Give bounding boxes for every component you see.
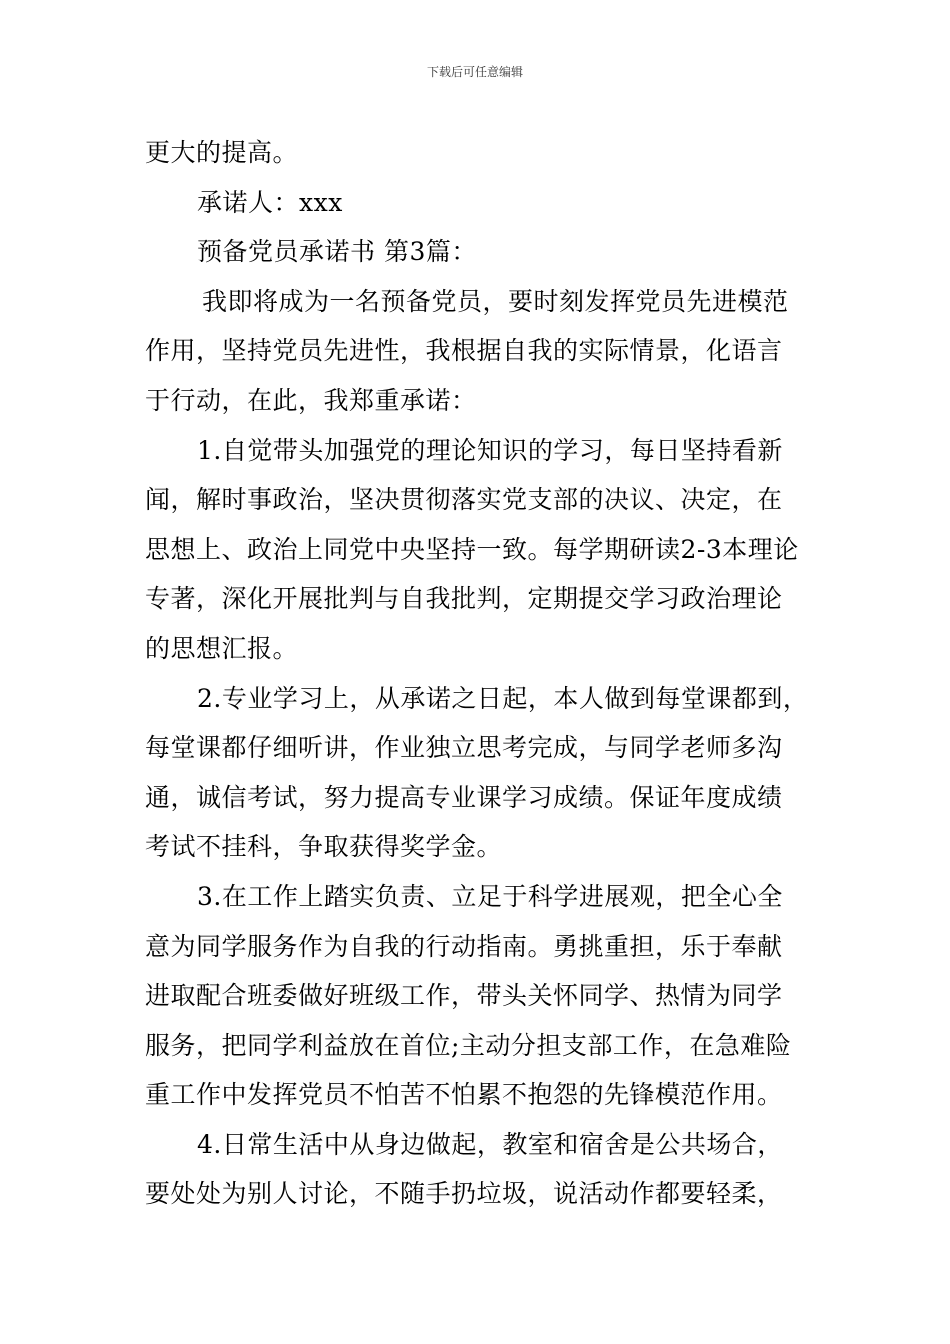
signer-line: 承诺人：xxx [197, 187, 343, 217]
list-item-1-line: 1.自觉带头加强党的理论知识的学习，每日坚持看新 [197, 435, 783, 465]
list-item-3-line: 3.在工作上踏实负责、立足于科学进展观，把全心全 [197, 881, 783, 911]
paragraph-line: 我即将成为一名预备党员，要时刻发挥党员先进模范 [202, 286, 789, 316]
list-item-3-line: 服务，把同学利益放在首位;主动分担支部工作，在急难险 [145, 1030, 792, 1060]
list-item-3-line: 意为同学服务作为自我的行动指南。勇挑重担，乐于奉献 [145, 931, 783, 961]
list-item-2-line: 每堂课都仔细听讲，作业独立思考完成，与同学老师多沟 [145, 733, 783, 763]
list-item-2-line: 考试不挂科，争取获得奖学金。 [145, 832, 503, 862]
list-item-2-line: 通，诚信考试，努力提高专业课学习成绩。保证年度成绩 [145, 782, 783, 812]
list-item-2-line: 2.专业学习上，从承诺之日起，本人做到每堂课都到， [197, 683, 809, 713]
list-item-3-line: 重工作中发挥党员不怕苦不怕累不抱怨的先锋模范作用。 [145, 1080, 783, 1110]
list-item-4-line: 4.日常生活中从身边做起，教室和宿舍是公共场合， [197, 1129, 783, 1159]
section-heading: 预备党员承诺书 第3篇： [197, 237, 477, 267]
paragraph-line: 作用，坚持党员先进性，我根据自我的实际情景，化语言 [145, 336, 783, 366]
text-line: 更大的提高。 [145, 138, 299, 167]
list-item-4-line: 要处处为别人讨论，不随手扔垃圾，说活动作都要轻柔， [145, 1179, 783, 1209]
list-item-1-line: 闻，解时事政治，坚决贯彻落实党支部的决议、决定，在 [145, 485, 783, 515]
list-item-1-line: 专著，深化开展批判与自我批判，定期提交学习政治理论 [145, 584, 783, 614]
page-header-note: 下载后可任意编辑 [426, 65, 523, 79]
document-body [145, 128, 833, 1219]
list-item-3-line: 进取配合班委做好班级工作，带头关怀同学、热情为同学 [145, 981, 783, 1011]
list-item-1-line: 思想上、政治上同党中央坚持一致。每学期研读2-3本理论 [145, 534, 799, 564]
paragraph-line: 于行动，在此，我郑重承诺： [145, 385, 477, 415]
list-item-1-line: 的思想汇报。 [145, 633, 299, 663]
